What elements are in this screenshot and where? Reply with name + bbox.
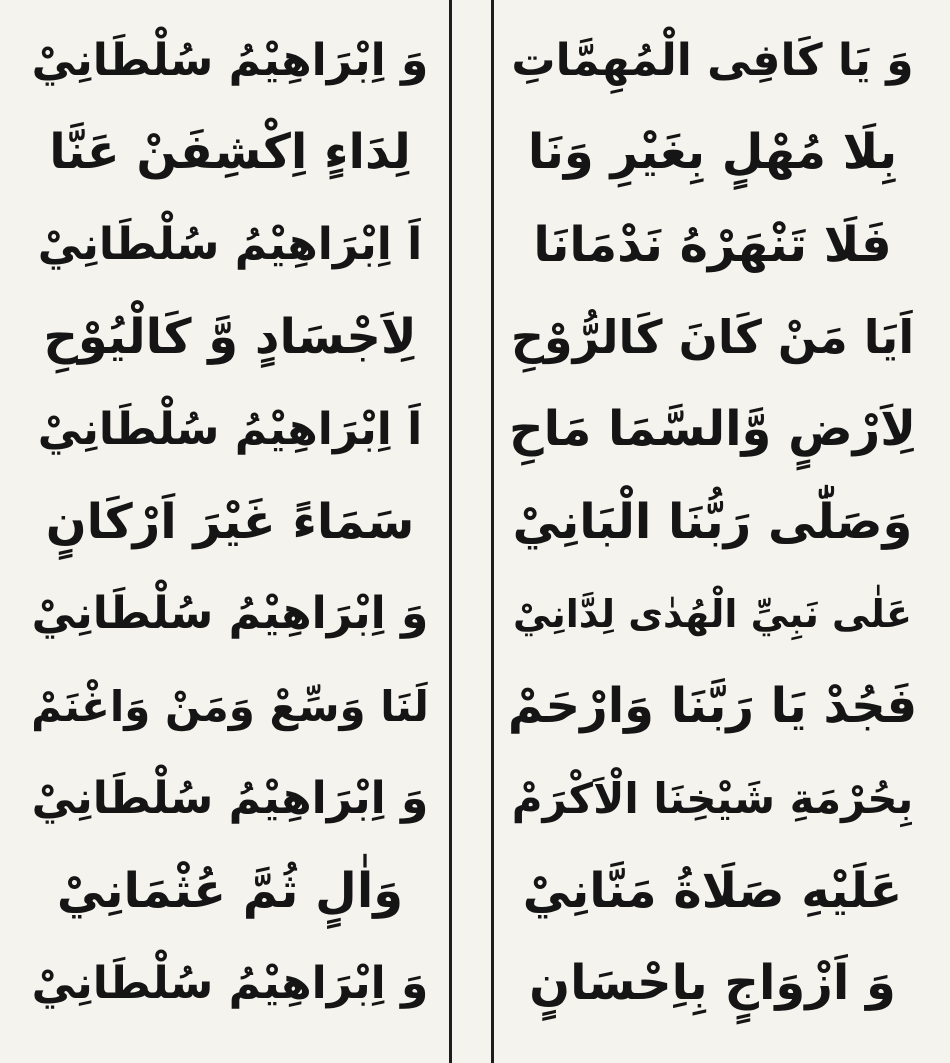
verse-right-1: وَ يَا كَافِى الْمُهِمَّاتِ (511, 34, 914, 86)
verse-left-2: لِدَاءٍ اِكْشِفَنْ عَنَّا (49, 124, 411, 181)
verse-right-6: وَصَلّٰى رَبُّنَا الْبَانِيْ (512, 493, 913, 550)
verse-right-10: عَلَيْهِ صَلَاةُ مَنَّانِيْ (522, 862, 903, 919)
verse-right-4: اَيَا مَنْ كَانَ كَالرُّوْحِ (510, 310, 915, 365)
verse-right-5: لِاَرْضٍ وَّالسَّمَا مَاحِ (508, 401, 917, 458)
left-column (30, 14, 430, 1029)
verse-left-7: وَ اِبْرَاهِيْمُ سُلْطَانِيْ (31, 588, 429, 640)
verse-left-8: لَنَا وَسِّعْ وَمَنْ وَاغْنَمْ (31, 681, 429, 731)
verse-right-8: فَجُدْ يَا رَبَّنَا وَارْحَمْ (507, 678, 918, 735)
column-divider-right (491, 0, 494, 1063)
verse-left-5: اَ اِبْرَاهِيْمُ سُلْطَانِيْ (37, 403, 423, 455)
verse-left-1: وَ اِبْرَاهِيْمُ سُلْطَانِيْ (31, 34, 429, 86)
verse-right-2: بِلَا مُهْلٍ بِغَيْرِ وَنَا (527, 124, 898, 181)
verse-left-4: لِاَجْسَادٍ وَّ كَالْيُوْحِ (43, 309, 417, 366)
verse-left-11: وَ اِبْرَاهِيْمُ سُلْطَانِيْ (31, 957, 429, 1009)
verse-left-10: وَاٰلٍ ثُمَّ عُثْمَانِيْ (56, 862, 404, 919)
verse-right-3: فَلَا تَنْهَرْهُ نَدْمَانَا (533, 216, 892, 273)
verse-right-9: بِحُرْمَةِ شَيْخِنَا الْاَكْرَمْ (511, 774, 914, 824)
verse-right-7: عَلٰى نَبِيِّ الْهُدٰى لِدَّانِيْ (513, 591, 912, 636)
verse-left-9: وَ اِبْرَاهِيْمُ سُلْطَانِيْ (31, 773, 429, 825)
column-divider-left (449, 0, 452, 1063)
right-column (505, 14, 920, 1029)
verse-left-6: سَمَاءً غَيْرَ اَرْكَانٍ (45, 493, 415, 550)
verse-left-3: اَ اِبْرَاهِيْمُ سُلْطَانِيْ (37, 219, 423, 271)
verse-right-11: وَ اَزْوَاجٍ بِاِحْسَانٍ (529, 955, 896, 1012)
